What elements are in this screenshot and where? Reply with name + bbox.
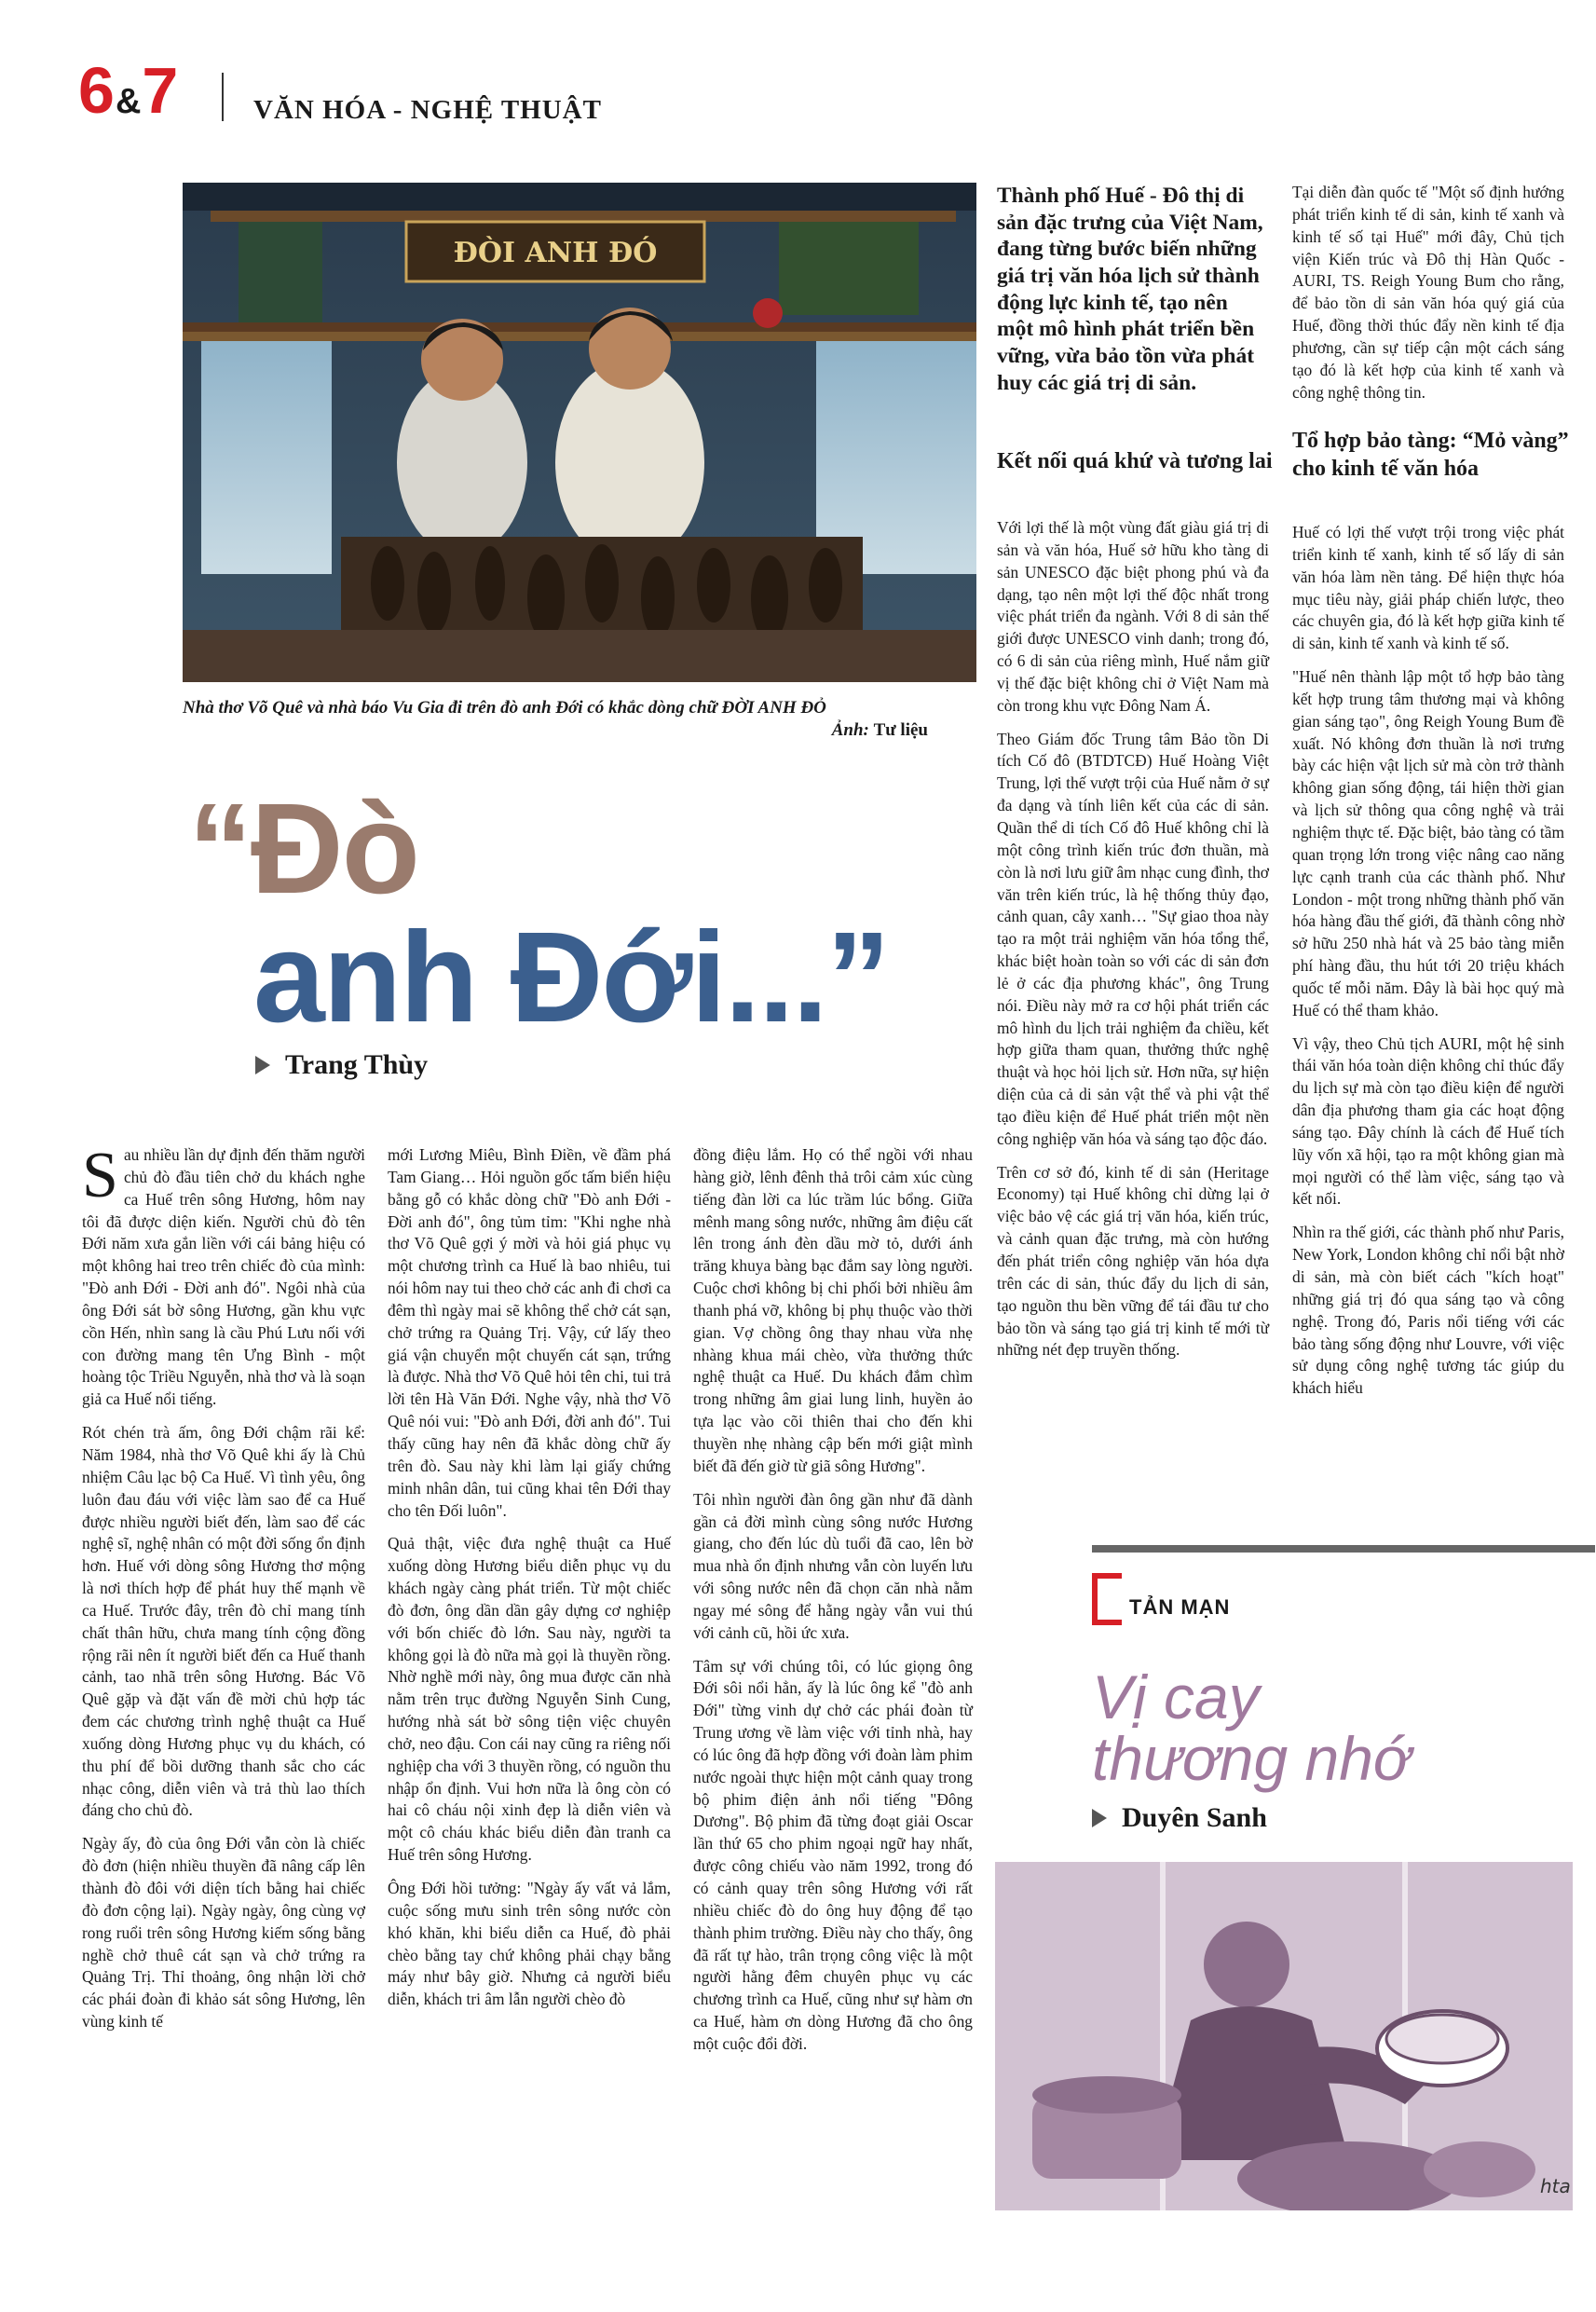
side-subheading-2: Tổ hợp bảo tàng: “Mỏ vàng” cho kinh tế văn hóa <box>1292 429 1569 481</box>
article-title-line1: “Đò <box>188 777 418 921</box>
boat-sign: ĐÒI ANH ĐÓ <box>453 237 658 269</box>
paragraph: Theo Giám đốc Trung tâm Bảo tồn Di tích Cố đô (BTDTCĐ) Huế Hoàng Việt Trung, lợi thế vượt trội của Huế nằm ở sự đa dạng và tính liên kết của các di sản. Quần thể di tích Cố đô Huế không chỉ là một công trình kiến trúc đơn thuần, mà còn là nơi lưu giữ âm nhạc cung đình, thơ văn trên kiến trúc, là hệ thống thủy đạo, cảnh quan, cây xanh… "Sự giao thoa này tạo ra một trải nghiệm văn hóa tổng thể, khác biệt hoàn toàn so với các di sản đơn lẻ ở các địa phương khác", ông Trung nói. Điều này mở ra cơ hội phát triển các mô hình du lịch trải nghiệm đa chiều, kết hợp giữa tham quan, thưởng thức nghệ thuật và học hỏi lịch sử. Hơn nữa, sự hiện diện của cả di sản vật thể và phi vật thể tạo điều kiện để Huế phát triển một nền công nghiệp văn hóa và sáng tạo độc đáo. <box>997 729 1269 1148</box>
tanman-label: TẢN MẠN <box>1129 1595 1231 1619</box>
article-title-line2: anh Đới...” <box>253 906 889 1049</box>
paragraph: Tôi nhìn người đàn ông gần như đã dành gần cả đời mình cùng sông nước Hương giang, cho đến lúc dù tuổi đã cao, lên bờ mua nhà ổn định nhưng vẫn còn luyến lưu với sông nước nên đã chọn căn nhà nằm ngay mé sông để hằng ngày vẫn vui thú với cảnh cũ, hồi ức xưa. <box>693 1489 973 1642</box>
triangle-bullet-icon <box>1092 1809 1107 1827</box>
side-column-2-body <box>1292 522 1564 1411</box>
side-column-2 <box>1292 182 1564 415</box>
article-column-3 <box>693 1144 973 2067</box>
paragraph: Huế có lợi thế vượt trội trong việc phát triển kinh tế xanh, kinh tế số lấy di sản văn hóa làm nền tảng. Để hiện thực hóa mục tiêu này, giải pháp chiến lược, theo các chuyên gia, đó là kết hợp giữa kinh tế di sản, kinh tế xanh và kinh tế số. <box>1292 523 1564 653</box>
tanman-byline: Duyên Sanh <box>1092 1802 1267 1834</box>
article-byline: Trang Thùy <box>255 1049 428 1081</box>
paragraph: mới Lương Miêu, Bình Điền, về đầm phá Tam Giang… Hỏi nguồn gốc tấm biển hiệu bằng gỗ có khắc dòng chữ "Đò anh Đới - Đời anh đó", ông tủm tỉm: "Khi nghe nhà thơ Võ Quê gợi ý mời và hỏi giá phục vụ một chương trình ca Huế là bao nhiêu, tui nói hôm nay tui theo chở các anh đi chơi ca đêm thì ngày mai sẽ không thể chở cát sạn, chở trứng ra Quảng Trị. Vậy, cứ lấy theo giá vận chuyển một chuyến cát sạn, trứng là được. Nhà thơ Võ Quê hỏi tên chi, tui trả lời tên Hà Văn Đới. Nghe vậy, nhà thơ Võ Quê nói vui: "Đò anh Đới, đời anh đó". Tui thấy cũng hay nên đã khắc dòng chữ ấy trên đò. Sau này khi làm lại giấy chứng minh nhân dân, tui cũng khai tên Đới thay cho tên Đối luôn". <box>388 1145 671 1520</box>
article-column-1 <box>82 1140 365 2045</box>
photo-credit: Ảnh: Tư liệu <box>831 720 928 740</box>
tanman-top-rule <box>1092 1545 1595 1553</box>
header-divider <box>222 73 224 121</box>
page-number: 6&7 <box>78 54 177 127</box>
paragraph: "Huế nên thành lập một tổ hợp bảo tàng kết hợp trung tâm thương mại và không gian sáng tạo", ông Reigh Young Bum đề xuất. Nó không đơn thuần là nơi trưng bày các hiện vật lịch sử mà còn trở thành không gian sống động, tái hiện thời gian và lịch sử thông qua công nghệ và trải nghiệm thực tế. Đặc biệt, bảo tàng có tầm quan trọng lớn trong việc nâng cao năng lực cạnh tranh của các thành phố. Như London - một trong những thành phố văn hóa hàng đầu thế giới, đã thành công nhờ sở hữu 250 nhà hát và 25 bảo tàng miễn phí hàng đầu, thu hút tới 20 triệu khách quốc tế mỗi năm. Đây là bài học quý mà Huế có thể tham khảo. <box>1292 667 1564 1019</box>
triangle-bullet-icon <box>255 1056 270 1074</box>
bracket-icon <box>1092 1573 1122 1625</box>
article-column-2 <box>388 1144 671 2022</box>
tanman-illustration <box>995 1862 1573 2210</box>
paragraph: Tâm sự với chúng tôi, có lúc giọng ông Đới sôi nổi hẳn, ấy là lúc ông kể "đò anh Đới" từng vinh dự chở các phái đoàn từ Trung ương về làm việc với tỉnh nhà, hay có lúc ông đã hợp đồng với đoàn làm phim nước ngoài thực hiện một cảnh quay trong bộ phim điện ảnh nổi tiếng "Đông Dương". Bộ phim đã từng đoạt giải Oscar lần thứ 65 cho phim ngoại ngữ hay nhất, được công chiếu vào năm 1992, trong đó có cảnh quay trên sông Hương với rất nhiều chiếc đò do ông huy động để tạo thành phim trường. Điều này cho thấy, ông đã rất tự hào, trân trọng công việc là một người hằng đêm chuyên phục vụ các chương trình ca Huế, cũng như sự hàm ơn ca Huế, hàm ơn dòng Hương đã cho ông một cuộc đổi đời. <box>693 1656 973 2053</box>
photo-caption: Nhà thơ Võ Quê và nhà báo Vu Gia đi trên đò anh Đới có khắc dòng chữ ĐỜI ANH ĐỎ <box>183 698 826 718</box>
paragraph: Sau nhiều lần dự định đến thăm người chủ đò đầu tiên chở du khách nghe ca Huế trên sông Hương, hôm nay tôi đã được diện kiến. Người chủ đò tên Đới năm xưa gắn liền với cái bảng hiệu có một không hai treo trên chiếc đò của mình: "Đò anh Đới - Đời anh đó". Ngôi nhà của ông Đới sát bờ sông Hương, gần khu vực cồn Hến, nhìn sang là cầu Phú Lưu nối với con đường mang tên Ưng Bình - một hoàng tộc Triều Nguyễn, nhà thơ và là soạn giả ca Huế nổi tiếng. <box>82 1140 365 1409</box>
paragraph: Nhìn ra thế giới, các thành phố như Paris, New York, London không chỉ nổi bật nhờ di sản, mà còn biết cách "kích hoạt" những giá trị đó qua sáng tạo và công nghệ. Trong đó, Paris nổi tiếng với các bảo tàng sống động như Louvre, với việc sử dụng công nghệ tương tác giúp du khách hiểu <box>1292 1223 1564 1398</box>
article-photo <box>183 183 976 682</box>
paragraph: Rót chén trà ấm, ông Đới chậm rãi kể: Năm 1984, nhà thơ Võ Quê khi ấy là Chủ nhiệm Câu lạc bộ Ca Huế. Vì tình yêu, ông luôn đau đáu với việc làm sao để ca Huế được nhiều người biết đến, làm sao để các nghệ sĩ, nghệ nhân có một đời sống ổn định hơn. Huế với dòng sông Hương thơ mộng là nơi thích hợp để phát huy thế mạnh về ca Huế. Trước đây, trên đò chỉ mang tính chất thân hữu, chưa mang tính cộng đồng rộng rãi nên ít người biết đến ca Huế thanh cảnh, tao nhã trên sông Hương. Bác Võ Quê gặp và đặt vấn đề mời chủ hợp tác đem các chương trình nghệ thuật ca Huế xuống dòng Hương phục vụ du khách, có thu phí để bồi dưỡng thanh sắc cho các nhạc công, diễn viên và trả thù lao thích đáng cho chủ đò. <box>82 1423 365 1820</box>
paragraph: Với lợi thế là một vùng đất giàu giá trị di sản và văn hóa, Huế sở hữu kho tàng di sản UNESCO đặc biệt phong phú và đa dạng, tạo nên một lợi thế độc nhất trong việc phát triển đa ngành. Với 8 di sản thế giới được UNESCO vinh danh; trong đó, có 6 di sản của riêng mình, Huế nắm giữ vị thế đặc biệt không chỉ ở Việt Nam mà còn trong khu vực Đông Nam Á. <box>997 518 1269 715</box>
paragraph: Ngày ấy, đò của ông Đới vẫn còn là chiếc đò đơn (hiện nhiều thuyền đã nâng cấp lên thành đò đôi với diện tích bằng hai chiếc đò đơn cộng lại). Ngày ngày, ông cùng vợ rong ruổi trên sông Hương kiếm sống bằng nghề chở thuê cát sạn và chở trứng ra Quảng Trị. Thỉ thoảng, ông nhận lời chở các phái đoàn đi khảo sát sông Hương, lên vùng kinh tế <box>82 1834 365 2032</box>
paragraph: Trên cơ sở đó, kinh tế di sản (Heritage Economy) tại Huế không chỉ dừng lại ở việc bảo vệ các giá trị văn hóa, kiến trúc, và cảnh quan đặc trưng, mà còn hướng đến phát triển công nghiệp văn hóa dựa trên các di sản, thúc đẩy du lịch di sản, tạo nguồn thu bền vững để tái đầu tư cho bảo tồn và sáng tạo giá trị kinh tế mới từ những nét đẹp truyền thống. <box>997 1162 1269 1360</box>
tanman-title: Vị cay thương nhớ <box>1092 1662 1411 1793</box>
illustration-signature: hta <box>1540 2175 1571 2197</box>
side-subheading-1: Kết nối quá khứ và tương lai <box>997 449 1273 473</box>
paragraph: Vì vậy, theo Chủ tịch AURI, một hệ sinh thái văn hóa toàn diện không chỉ thúc đẩy du lịch sự mà còn tạo điều kiện để người dân địa phương tham gia các hoạt động sáng tạo. Đây chính là cách để Huế tích lũy vốn xã hội, tạo ra một không gian mà mọi người có thể làm việc, sáng tạo và kết nối. <box>1292 1033 1564 1209</box>
section-title: VĂN HÓA - NGHỆ THUẬT <box>253 95 602 125</box>
paragraph: Quả thật, việc đưa nghệ thuật ca Huế xuống dòng Hương biểu diễn phục vụ du khách ngày càng phát triển. Từ một chiếc đò đơn, ông dần dần gây dựng cơ nghiệp với bốn chiếc đò lớn. Sau này, người ta không gọi là đò nữa mà gọi là thuyền rồng. Nhờ nghề mới này, ông mua được căn nhà nằm trên trục đường Nguyễn Sinh Cung, hướng nhà sát bờ sông tiện việc chuyên chở, neo đậu. Con cái nay cũng ra riêng nối nghiệp cha với 3 thuyền rồng, có nguồn thu nhập ổn định. Vui hơn nữa là ông còn có hai cô cháu nội xinh đẹp là diễn viên và một cô cháu khác biểu diễn đàn tranh ca Huế trên sông Hương. <box>388 1534 671 1865</box>
drop-cap: S <box>82 1140 118 1211</box>
side-column-1 <box>997 517 1269 1373</box>
paragraph: đồng điệu lắm. Họ có thể ngồi với nhau hàng giờ, lênh đênh thả trôi cảm xúc cùng tiếng đàn lời ca lúc trầm lúc bổng. Giữa mênh mang sông nước, những âm điệu cất lên trong ánh đèn dầu mờ tỏ, dưới ánh trăng khuya bàng bạc đắm say lòng người. Cuộc chơi không bị chi phối bởi nhiều âm thanh phá vỡ, không bị phụ thuộc vào thời gian. Vợ chồng ông thay nhau vừa nhẹ nhàng khua mái chèo, vừa thưởng thức nghệ thuật ca Huế. Du khách đắm chìm trong những âm giai lung linh, huyền ảo tựa lạc vào cõi thiên thai cho đến khi thuyền nhẹ nhàng cập bến mới giật mình biết đã đến giờ từ giã sông Hương". <box>693 1145 973 1475</box>
paragraph: Tại diễn đàn quốc tế "Một số định hướng phát triển kinh tế di sản, kinh tế xanh và kinh tế số tại Huế" mới đây, Chủ tịch viện Kiến trúc và Đô thị Hàn Quốc - AURI, TS. Reigh Young Bum cho rằng, để bảo tồn di sản văn hóa quý giá của Huế, đồng thời thúc đẩy nền kinh tế địa phương, cần sự tiếp cận một cách sáng tạo đó là kết hợp của kinh tế xanh và công nghệ thông tin. <box>1292 183 1564 402</box>
paragraph: Ông Đới hồi tưởng: "Ngày ấy vất vả lắm, cuộc sống mưu sinh trên sông nước còn khó khăn, khi biểu diễn ca Huế, đò phải chèo bằng tay chứ không phải chạy bằng máy như bây giờ. Nhưng cả người biểu diễn, khách tri âm lẫn người chèo đò <box>388 1879 671 2009</box>
side-article-lede: Thành phố Huế - Đô thị di sản đặc trưng của Việt Nam, đang từng bước biến những giá trị văn hóa lịch sử thành động lực kinh tế, tạo nên một mô hình phát triển bền vững, vừa bảo tồn vừa phát huy các giá trị di sản. <box>997 184 1263 395</box>
